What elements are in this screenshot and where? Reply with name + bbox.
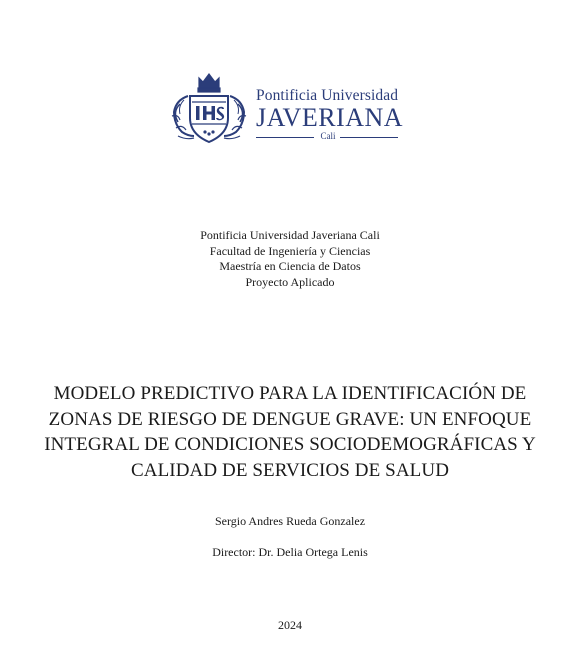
institution-university: Pontificia Universidad Javeriana Cali [200, 228, 380, 242]
thesis-title-line3: INTEGRAL DE CONDICIONES SOCIODEMOGRÁFICAS Y [44, 434, 536, 455]
institution-block [0, 228, 580, 290]
thesis-title-line1: MODELO PREDICTIVO PARA LA IDENTIFICACIÓN DE [53, 383, 527, 404]
author-name: Sergio Andres Rueda Gonzalez [214, 514, 366, 528]
publication-year: 2024 [278, 618, 302, 632]
thesis-title-line2: ZONAS DE RIESGO DE DENGUE GRAVE: UN ENFOQUE [48, 408, 532, 430]
director-name: Director: Dr. Delia Ortega Lenis [212, 545, 368, 559]
university-city: Cali [320, 131, 336, 141]
university-seal-icon [168, 66, 250, 148]
logo-rule-left [256, 137, 314, 138]
institution-document-type: Proyecto Aplicado [245, 274, 335, 289]
university-logo [168, 66, 404, 148]
university-name-line1: Pontificia Universidad [256, 87, 399, 104]
university-name-line2: JAVERIANA [256, 103, 404, 132]
thesis-title [20, 381, 560, 483]
thesis-title-line4: CALIDAD DE SERVICIOS DE SALUD [130, 459, 450, 481]
institution-program: Maestría en Ciencia de Datos [219, 259, 361, 273]
logo-rule-right [340, 137, 398, 138]
university-name [256, 88, 404, 131]
institution-faculty: Facultad de Ingeniería y Ciencias [209, 243, 371, 258]
